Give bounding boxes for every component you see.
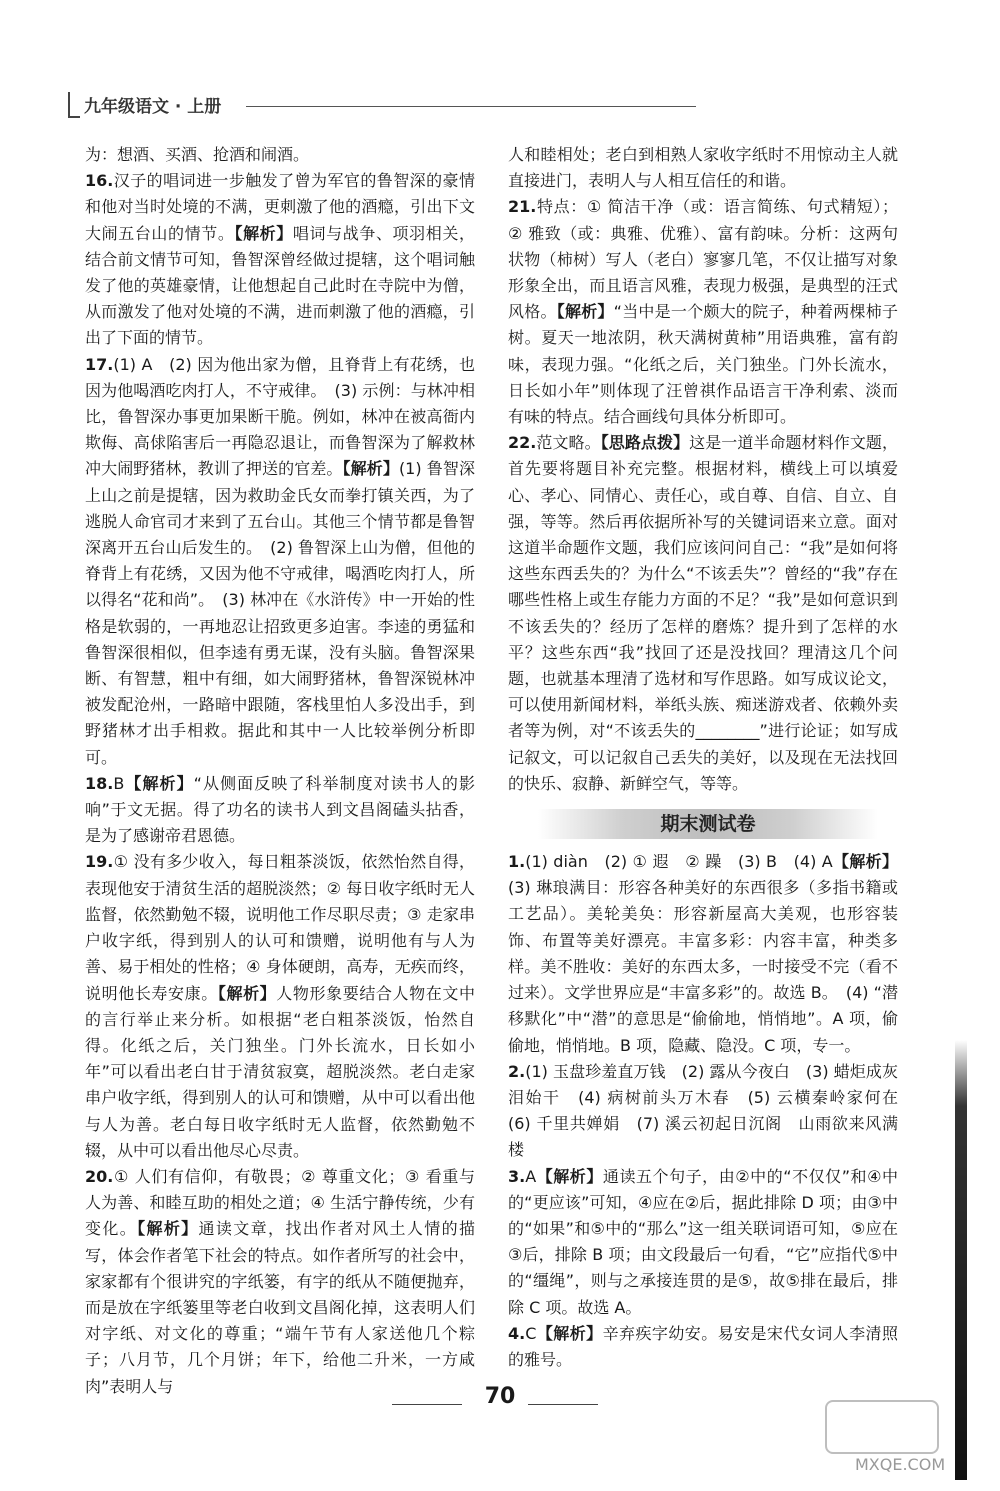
answer-item <box>85 1164 475 1400</box>
answer-item <box>508 194 898 430</box>
answer-text: (1) diàn (2) ① 遐 ② 躁 (3) B (4) A <box>525 852 833 872</box>
answer-number: 16. <box>85 171 114 191</box>
analysis-text: 人物形象要结合人物在文中的言行举止来分析。如根据“老白粗茶淡饭，怡然自得。化纸之后，关门独坐。门外长流水，日长如小年”可以看出老白甘于清贫寂寞，超脱淡然。老白走家串户收字纸，得到别人的认可和馈赠，从中可以看出他与人为善。老白每日收字纸时无人监督，依然勤勉不辍，从中可以看出他尽心尽责。 <box>85 983 475 1160</box>
answer-number: 2. <box>508 1061 526 1081</box>
answer-item <box>508 142 898 194</box>
analysis-text: “从侧面反映了科举制度对读书人的影响”于文无据。得了功名的读书人到文昌阁磕头拈香，是为了感谢帝君恩德。 <box>85 773 475 846</box>
answer-text: 人和睦相处；老白到相熟人家收字纸时不用惊动主人就直接进门，表明人与人相互信任的和谐。 <box>508 145 898 191</box>
answer-number: 21. <box>508 197 537 217</box>
analysis-tag: 【解析】 <box>137 1219 199 1239</box>
answer-item <box>85 849 475 1163</box>
page-number: 70 <box>484 1384 516 1409</box>
answer-number: 17. <box>85 354 114 374</box>
answer-text: A <box>525 1166 537 1186</box>
header-title: 九年级语文 · 上册 <box>84 97 222 117</box>
answer-text: 特点：① 简洁干净（或：语言简练、句式精短）；② 雅致（或：典雅、优雅）、富有韵味。分析：这两句状物（柿树）写人（老白）寥寥几笔，不仅让描写对象形象全出，而且语言风雅，表现力极强，是典型的汪式风格。 <box>508 197 898 322</box>
answer-text: B <box>113 773 125 793</box>
analysis-tag: 【解析】 <box>217 983 277 1003</box>
header-rule <box>246 106 696 107</box>
answer-item <box>508 430 898 797</box>
analysis-text: 通读文章，找出作者对风土人情的描写，体会作者笔下社会的特点。如作者所写的社会中，家家都有个很讲究的字纸篓，有字的纸从不随便抛弃，而是放在字纸篓里等老白收到文昌阁化掉，这表明人们对字纸、对文化的尊重；“端午节有人家送他几个粽子；八月节，几个月饼；年下，给他二升米，一方咸肉”表明人与 <box>85 1219 475 1396</box>
analysis-text: (1) 鲁智深上山之前是提辖，因为救助金氏女而拳打镇关西，为了逃脱人命官司才来到了五台山。其他三个情节都是鲁智深离开五台山后发生的。 (2) 鲁智深上山为僧，但他的脊背上有花绣，又因为他不守戒律，喝酒吃肉打人，所以得名“花和尚”。 (3) 林冲在《水浒传》中一开始的性格是软弱的，一再地忍让招致更多迫害。李逵的勇猛和鲁智深很相似，但李逵有勇无谋，没有头脑。鲁智深果断、有智慧，粗中有细，如大闹野猪林，鲁智深锐林冲被发配沧州，一路暗中跟随，客栈里怕人多没出手，到野猪林才出手相救。据此和其中一人比较举例分析即可。 <box>85 459 475 767</box>
answer-text: ① 人们有信仰，有敬畏；② 尊重文化；③ 看重与人为善、和睦互助的相处之道；④ 生活宁静传统，少有变化。 <box>85 1166 475 1239</box>
answer-number: 3. <box>508 1166 526 1186</box>
right-column <box>508 142 915 1373</box>
answer-item <box>85 352 475 771</box>
answer-text: C <box>525 1323 537 1343</box>
footer-rule-right <box>528 1404 598 1405</box>
answer-text: (1) A (2) 因为他出家为僧，且脊背上有花绣，也因为他喝酒吃肉打人，不守戒律。 (3) 示例：与林冲相比，鲁智深办事更加果断干脆。例如，林冲在被高衙内欺侮、高俅陷害后一再隐忍退让，而鲁智深为了解救林冲大闹野猪林，教训了押送的官差。 <box>85 354 475 479</box>
watermark-site: MXQE.COM <box>855 1455 946 1474</box>
analysis-text: 辛弃疾字幼安。易安是宋代女词人李清照的雅号。 <box>508 1323 898 1369</box>
analysis-tag: 【解析】 <box>536 1323 603 1343</box>
analysis-tag: 【解析】 <box>234 223 293 243</box>
answer-item <box>508 849 898 1059</box>
analysis-tag: 【解析】 <box>536 1166 603 1186</box>
answer-text: 为：想酒、买酒、抢酒和闹酒。 <box>85 145 310 164</box>
answer-text: 汉子的唱词进一步触发了曾为军官的鲁智深的豪情和他对当时处境的不满，更刺激了他的酒瘾，引出下文大闹五台山的情节。 <box>85 171 475 243</box>
header-bracket <box>68 92 80 118</box>
answer-number: 1. <box>508 852 526 872</box>
section-banner: 期末测试卷 <box>538 809 878 839</box>
page-header <box>68 92 628 122</box>
answer-item <box>508 1321 898 1373</box>
analysis-tag: 【解析】 <box>832 852 898 872</box>
watermark-stamp <box>825 1400 939 1454</box>
left-column <box>85 142 475 1400</box>
analysis-text: (3) 琳琅满目：形容各种美好的东西很多（多指书籍或工艺品）。美轮美奂：形容新屋高大美观，也形容装饰、布置等美好漂亮。丰富多彩：内容丰富，种类多样。美不胜收：美好的东西太多，一时接受不完（看不过来）。文学世界应是“丰富多彩”的。故选 B。 (4) “潜移默化”中“潜”的意思是“偷偷地，悄悄地”。A 项，偷偷地，悄悄地。B 项，隐藏、隐没。C 项，专一。 <box>508 878 898 1055</box>
answer-text: 范文略。 <box>536 433 601 453</box>
answer-number: 18. <box>85 773 114 793</box>
analysis-text: 这是一道半命题材料作文题，首先要将题目补充完整。根据材料，横线上可以填爱心、孝心、同情心、责任心，或自尊、自信、自立、自强，等等。然后再依据所补写的关键词语来立意。面对这道半命题作文题，我们应该问问自己：“我”是如何将这些东西丢失的？为什么“不该丢失”？曾经的“我”存在哪些性格上或生存能力方面的不足？“我”是如何意识到不该丢失的？经历了怎样的磨炼？提升到了怎样的水平？这些东西“我”找回了还是没找回？理清这几个问题，也就基本理清了选材和写作思路。如写成议论文，可以使用新闻材料，举纸头族、痴迷游戏者、依赖外卖者等为例，对“不该丢失的________”进行论证；如写成记叙文，可以记叙自己丢失的美好，以及现在无法找回的快乐、寂静、新鲜空气，等等。 <box>508 433 898 793</box>
answer-item <box>85 771 475 850</box>
analysis-tag: 【解析】 <box>124 773 194 793</box>
answer-item <box>508 1164 898 1321</box>
page-edge-shadow <box>955 1040 967 1480</box>
answer-number: 22. <box>508 433 537 453</box>
analysis-text: 唱词与战争、项羽相关，结合前文情节可知，鲁智深曾经做过提辖，这个唱词触发了他的英雄豪情，让他想起自己此时在寺院中为僧，从而激发了他对处境的不满，进而刺激了他的酒瘾，引出了下面的情节。 <box>85 223 475 348</box>
answer-text: (1) 玉盘珍羞直万钱 (2) 露从今夜白 (3) 蜡炬成灰泪始干 (4) 病树前头万木春 (5) 云横秦岭家何在 (6) 千里共婵娟 (7) 溪云初起日沉阁 山雨欲来风满楼 <box>508 1061 915 1160</box>
answer-number: 4. <box>508 1323 526 1343</box>
analysis-tag: 【解析】 <box>556 302 614 322</box>
answer-item <box>508 1059 915 1164</box>
answer-text: ① 没有多少收入，每日粗茶淡饭，依然怡然自得，表现他安于清贫生活的超脱淡然；② 每日收字纸时无人监督，依然勤勉不辍，说明他工作尽职尽责；③ 走家串户收字纸，得到别人的认可和馈赠，说明他有与人为善、易于相处的性格；④ 身体硬朗，高寿，无疾而终，说明他长寿安康。 <box>85 852 475 1003</box>
answer-number: 20. <box>85 1166 114 1186</box>
analysis-text: “当中是一个颇大的院子，种着两棵柿子树。夏天一地浓阴，秋天满树黄柿”用语典雅，富有韵味，表现力强。“化纸之后，关门独坐。门外长流水，日长如小年”则体现了汪曾祺作品语言干净利索、淡而有味的特点。结合画线句具体分析即可。 <box>508 302 898 427</box>
footer-rule-left <box>392 1404 462 1405</box>
answer-item <box>85 142 475 168</box>
answer-item <box>85 168 475 351</box>
analysis-tag: 【思路点拨】 <box>600 433 690 453</box>
analysis-text: 通读五个句子，由②中的“不仅仅”和④中的“更应该”可知，④应在②后，据此排除 D 项；由③中的“如果”和⑤中的“那么”这一组关联词语可知，⑤应在③后，排除 B 项；由文段最后一句看，“它”应指代⑤中的“缰绳”，则与之承接连贯的是⑤，故⑤排在最后，排除 C 项。故选 A。 <box>508 1166 898 1317</box>
analysis-tag: 【解析】 <box>342 459 399 479</box>
answer-number: 19. <box>85 852 114 872</box>
